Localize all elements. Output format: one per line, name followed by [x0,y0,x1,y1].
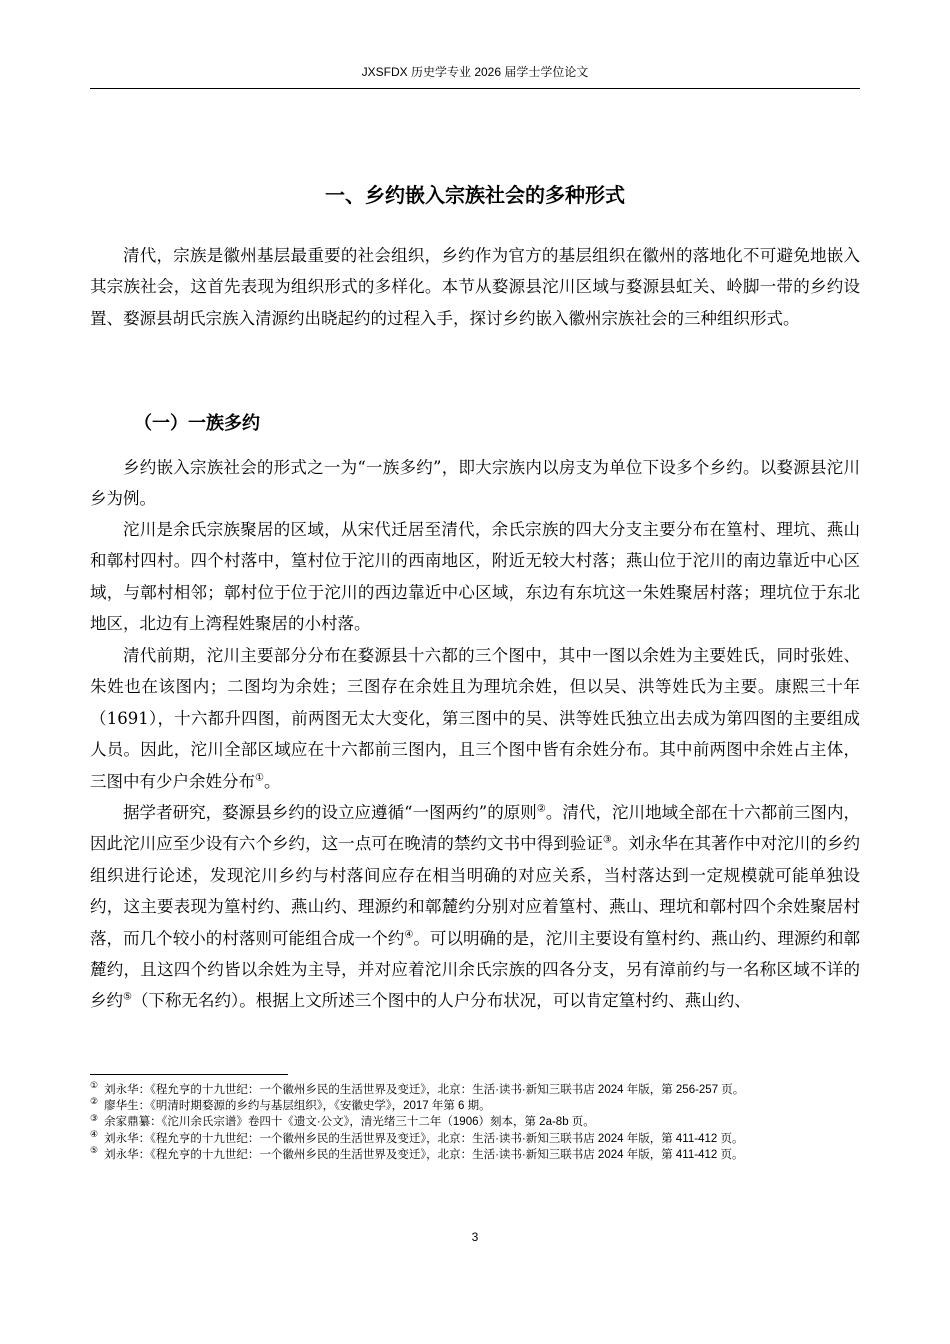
paragraph-4-a: 据学者研究，婺源县乡约的设立应遵循“一图两约”的原则 [123,803,537,822]
footnote-mark: ① [90,1080,99,1091]
paragraph-2: 沱川是余氏宗族聚居的区域，从宋代迁居至清代，余氏宗族的四大分支主要分布在篁村、理坑、燕山和鄣村四村。四个村落中，篁村位于沱川的西南地区，附近无较大村落；燕山位于沱川的南边靠近中心区域，与鄣村相邻；鄣村位于位于沱川的西边靠近中心区域，东边有东坑这一朱姓聚居村落；理坑位于东北地区，北边有上湾程姓聚居的小村落。 [90,520,860,634]
paragraph-1: 乡约嵌入宗族社会的形式之一为“一族多约”，即大宗族内以房支为单位下设多个乡约。以婺源县沱川乡为例。 [90,458,860,509]
footnote-mark: ③ [90,1112,99,1123]
paragraph-4-c: 。刘永华在其著作中对沱川的乡约组织进行论述，发现沱川乡约与村落间应存在相当明确的对应关系，当村落达到一定规模就可能单独设约，这主要表现为篁村约、燕山约、理源约和鄣麓约分别对应着篁村、燕山、理坑和鄣村四个余姓聚居村落，而几个较小的村落则可能组合成一个约 [90,834,861,948]
footnote-text: 余家鼎纂：《沱川余氏宗谱》卷四十《遗文·公文》，清光绪三十二年（1906）刻本，第 2a-8b 页。 [104,1116,595,1129]
footnote-ref-3[interactable]: ③ [602,834,612,846]
footnote-mark: ④ [90,1128,99,1139]
chapter-title: 一、乡约嵌入宗族社会的多种形式 [325,183,625,207]
footnote-text: 廖华生：《明清时期婺源的乡约与基层组织》，《安徽史学》，2017 年第 6 期。 [104,1100,491,1113]
paragraph-4-b: 。清代，沱川地域全部在十六都前三图内，因此沱川应至少设有六个乡约，这一点可在晚清的禁约文书中得到验证 [90,803,861,854]
section-title: （一）一族多约 [134,413,260,434]
footnote-1 [90,1082,860,1098]
intro-paragraph: 清代，宗族是徽州基层最重要的社会组织，乡约作为官方的基层组织在徽州的落地化不可避免地嵌入其宗族社会，这首先表现为组织形式的多样化。本节从婺源县沱川区域与婺源县虹关、岭脚一带的乡约设置、婺源县胡氏宗族入清源约出晓起约的过程入手，探讨乡约嵌入徽州宗族社会的三种组织形式。 [90,246,860,328]
paragraph-3 [90,640,860,797]
header-divider [90,88,860,89]
footnote-2 [90,1098,860,1114]
paragraph-3-end: 。 [263,771,281,791]
footnote-mark: ⑤ [90,1144,99,1155]
footnote-ref-5[interactable]: ⑤ [123,991,132,1003]
footnote-mark: ② [90,1096,99,1107]
footnote-ref-2[interactable]: ② [536,803,546,815]
footnote-ref-4[interactable]: ④ [404,929,414,941]
paragraph-4 [90,797,860,1017]
footnote-text: 刘永华：《程允亨的十九世纪：一个徽州乡民的生活世界及变迁》，北京：生活·读书·新知三联书店 2024 年版，第 411-412 页。 [104,1148,744,1161]
footnote-5 [90,1144,860,1163]
footnote-3 [90,1114,860,1130]
running-header: JXSFDX 历史学专业 2026 届学士学位论文 [361,65,589,79]
footnote-text: 刘永华：《程允亨的十九世纪：一个徽州乡民的生活世界及变迁》，北京：生活·读书·新知三联书店 2024 年版，第 256-257 页。 [104,1084,745,1096]
footnote-text: 刘永华：《程允亨的十九世纪：一个徽州乡民的生活世界及变迁》，北京：生活·读书·新知三联书店 2024 年版，第 411-412 页。 [104,1132,744,1145]
paragraph-4-e: （下称无名约）。根据上文所述三个图中的人户分布状况，可以肯定篁村约、燕山约、 [131,991,751,1011]
paragraph-3-text: 清代前期，沱川主要部分分布在婺源县十六都的三个图中，其中一图以余姓为主要姓氏，同时张姓、朱姓也在该图内；二图均为余姓；三图存在余姓且为理坑余姓，但以吴、洪等姓氏为主要。康熙三十年（1691），十六都升四图，前两图无太大变化，第三图中的吴、洪等姓氏独立出去成为第四图的主要组成人员。因此，沱川全部区域应在十六都前三图内，且三个图中皆有余姓分布。其中前两图中余姓占主体，三图中有少户余姓分布 [90,646,860,791]
paragraph-4-d: 。可以明确的是，沱川主要设有篁村约、燕山约、理源约和鄣麓约，且这四个约皆以余姓为主导，并对应着沱川余氏宗族的四各分支，另有漳前约与一名称区域不详的乡约 [90,928,861,1011]
page-number: 3 [471,1230,479,1244]
footnotes [90,1082,860,1163]
footnote-4 [90,1128,860,1147]
footnote-ref-1[interactable]: ① [255,772,264,784]
footnote-divider [90,1074,288,1075]
